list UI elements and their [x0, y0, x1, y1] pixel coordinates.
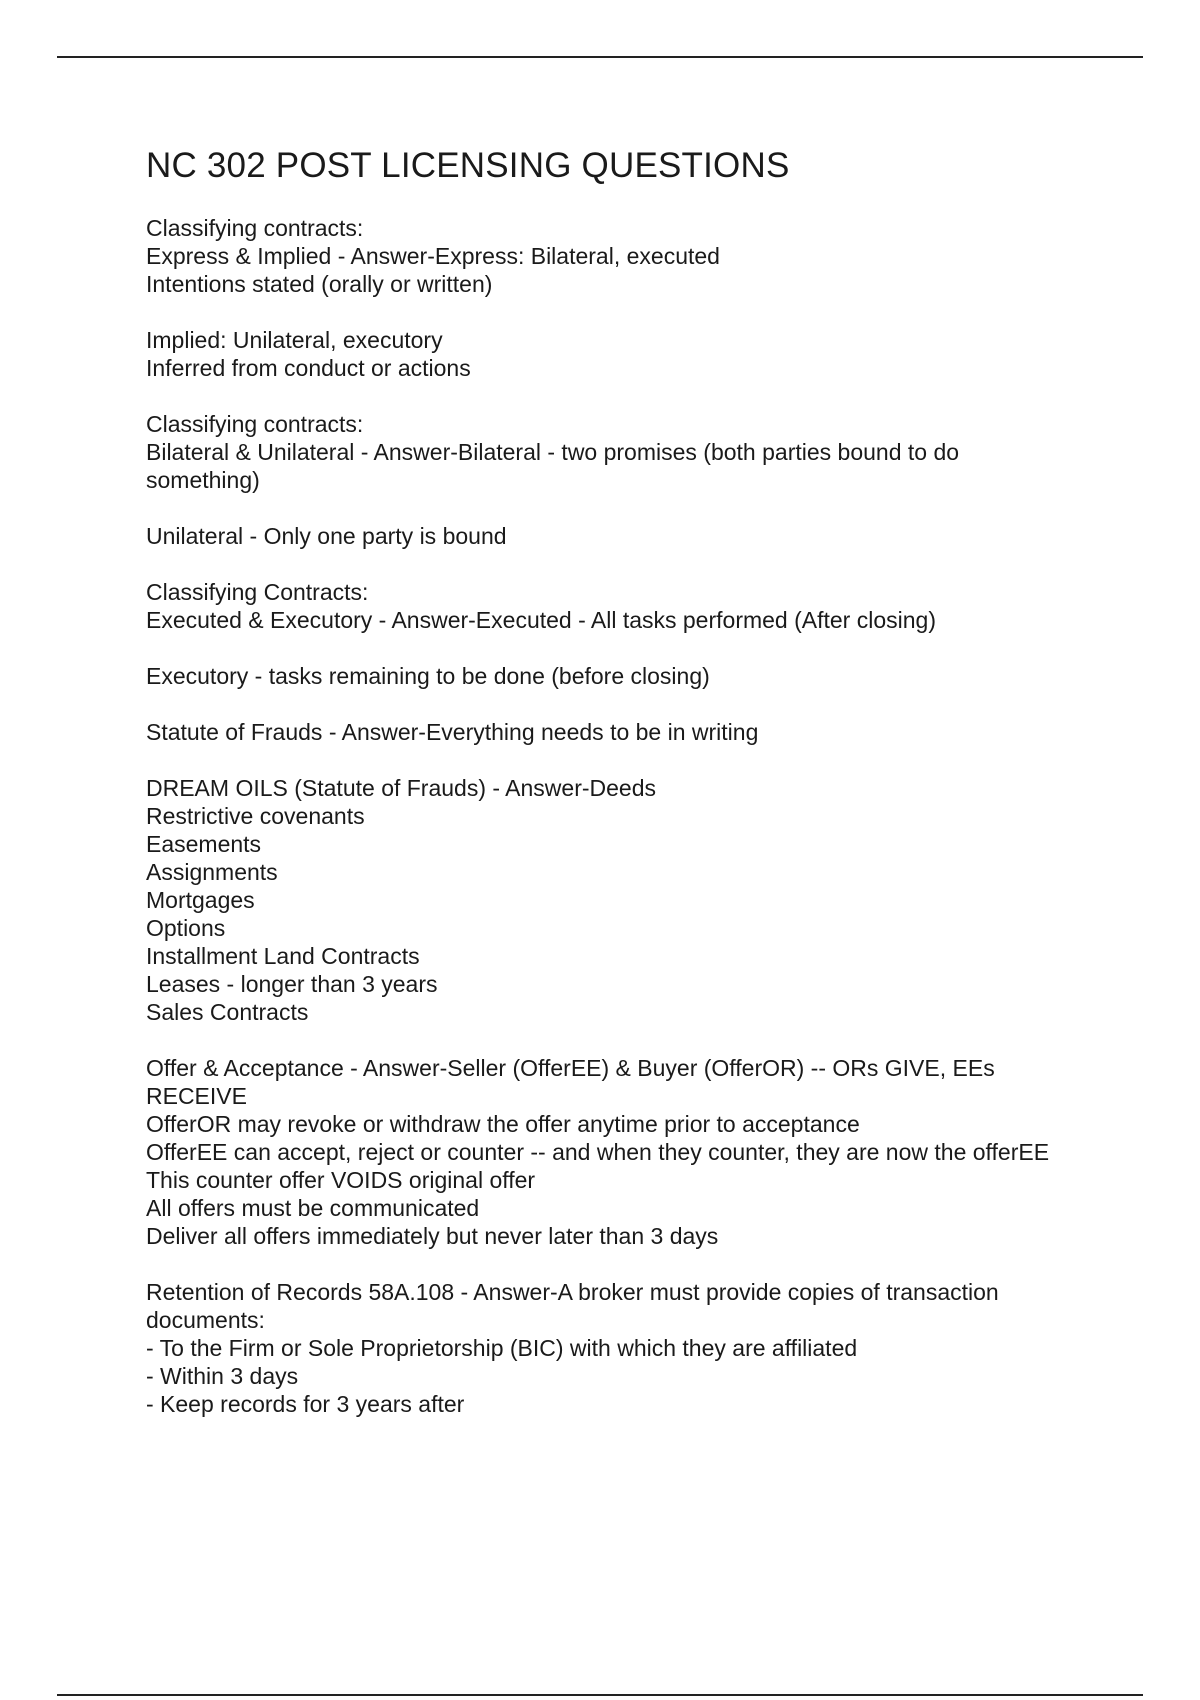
entry-line: Statute of Frauds - Answer-Everything needs to be in writing — [146, 719, 759, 745]
qa-entry — [146, 1054, 1066, 1250]
entry-line: Inferred from conduct or actions — [146, 355, 471, 381]
entry-line: OfferOR may revoke or withdraw the offer anytime prior to acceptance — [146, 1111, 860, 1137]
entry-line: DREAM OILS (Statute of Frauds) - Answer-Deeds — [146, 775, 657, 801]
entry-line: Classifying contracts: — [146, 215, 364, 241]
entry-line: Sales Contracts — [146, 999, 309, 1025]
entry-line: Retention of Records 58A.108 - Answer-A broker must provide copies of transaction documents: — [146, 1279, 999, 1333]
entry-line: Intentions stated (orally or written) — [146, 271, 493, 297]
document-title: NC 302 POST LICENSING QUESTIONS — [146, 146, 790, 185]
entry-line: Assignments — [146, 859, 278, 885]
qa-entry — [146, 1278, 1066, 1418]
entry-line: Bilateral & Unilateral - Answer-Bilateral - two promises (both parties bound to do something) — [146, 439, 960, 493]
entry-line: Mortgages — [146, 887, 255, 913]
qa-entry — [146, 718, 1066, 746]
entry-line: Easements — [146, 831, 262, 857]
qa-entry — [146, 662, 1066, 690]
entry-line: Installment Land Contracts — [146, 943, 420, 969]
entry-line: Classifying contracts: — [146, 411, 364, 437]
document-body — [146, 142, 1066, 1446]
qa-entry — [146, 214, 1066, 298]
qa-entries — [146, 214, 1066, 1418]
entry-line: - Within 3 days — [146, 1363, 299, 1389]
entry-line: Options — [146, 915, 226, 941]
qa-entry — [146, 774, 1066, 1026]
entry-line: Deliver all offers immediately but never later than 3 days — [146, 1223, 719, 1249]
entry-line: Implied: Unilateral, executory — [146, 327, 443, 353]
entry-line: This counter offer VOIDS original offer — [146, 1167, 536, 1193]
entry-line: Executory - tasks remaining to be done (before closing) — [146, 663, 710, 689]
entry-line: Classifying Contracts: — [146, 579, 369, 605]
entry-line: - To the Firm or Sole Proprietorship (BIC) with which they are affiliated — [146, 1335, 858, 1361]
qa-entry — [146, 578, 1066, 634]
entry-line: All offers must be communicated — [146, 1195, 480, 1221]
entry-line: - Keep records for 3 years after — [146, 1391, 465, 1417]
entry-line: Express & Implied - Answer-Express: Bilateral, executed — [146, 243, 720, 269]
entry-line: OfferEE can accept, reject or counter -- and when they counter, they are now the offerEE — [146, 1139, 1050, 1165]
bottom-divider — [57, 1694, 1143, 1696]
qa-entry — [146, 522, 1066, 550]
entry-line: Leases - longer than 3 years — [146, 971, 438, 997]
entry-line: Executed & Executory - Answer-Executed - All tasks performed (After closing) — [146, 607, 936, 633]
top-divider — [57, 56, 1143, 58]
entry-line: Offer & Acceptance - Answer-Seller (OfferEE) & Buyer (OfferOR) -- ORs GIVE, EEs RECEIVE — [146, 1055, 995, 1109]
qa-entry — [146, 326, 1066, 382]
entry-line: Unilateral - Only one party is bound — [146, 523, 507, 549]
entry-line: Restrictive covenants — [146, 803, 365, 829]
qa-entry — [146, 410, 1066, 494]
